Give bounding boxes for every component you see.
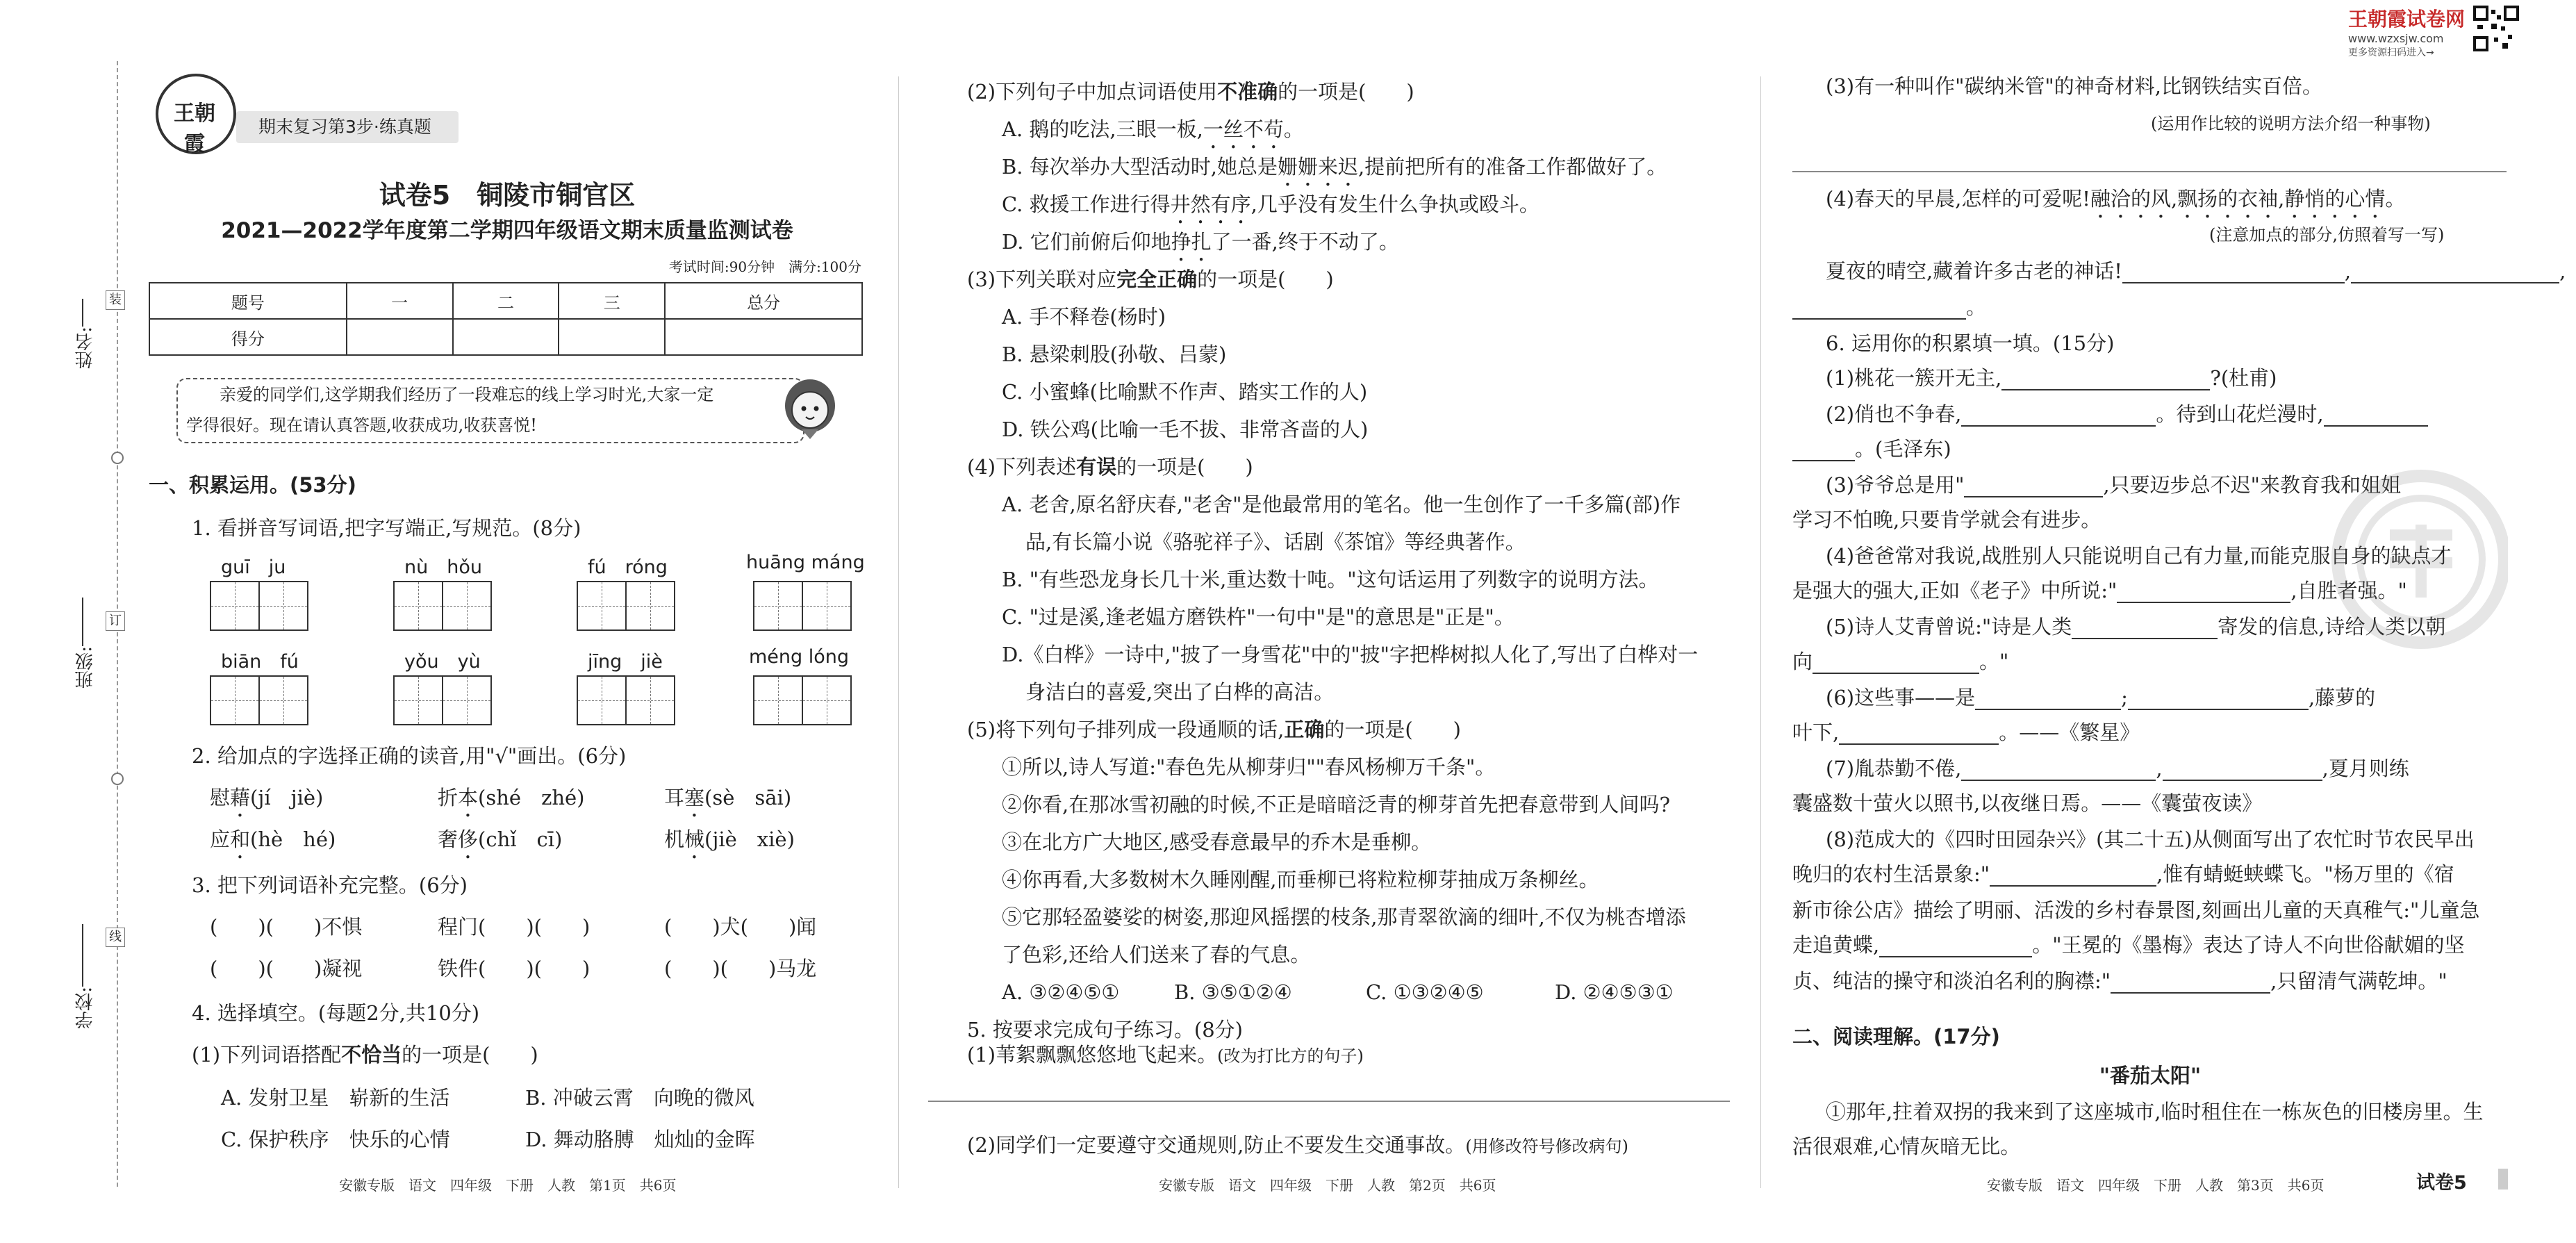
section-heading: 一、积累运用。(53分) xyxy=(149,473,356,497)
question-6: 6. 运用你的积累填一填。(15分) xyxy=(1826,331,2115,355)
score-header: 总分 xyxy=(665,283,862,319)
option[interactable]: D.《白桦》一诗中,"披了一身雪花"中的"披"字把桦树拟人化了,写出了白桦对一 xyxy=(1002,643,1699,666)
greeting-text: 亲爱的同学们,这学期我们经历了一段难忘的线上学习时光,大家一定 xyxy=(220,385,714,404)
writing-grid[interactable] xyxy=(753,581,803,631)
answer-blank[interactable] xyxy=(1990,867,2156,887)
section-heading: 二、阅读理解。(17分) xyxy=(1792,1025,2000,1048)
column-divider xyxy=(898,76,899,1188)
writing-grid[interactable] xyxy=(393,675,443,725)
option-cont: 品,有长篇小说《骆驼祥子》、话剧《茶馆》等经典著作。 xyxy=(1025,530,1526,554)
score-cell[interactable] xyxy=(347,319,453,355)
score-cell[interactable] xyxy=(453,319,559,355)
writing-grid[interactable] xyxy=(625,675,675,725)
poem-fill: (2)俏也不争春, 。待到山花烂漫时, xyxy=(1826,402,2428,427)
poem-fill: (6)这些事——是 ; ,藤萝的 xyxy=(1826,686,2376,709)
sentence: ⑤它那轻盈婆娑的树姿,那迎风摇摆的枝条,那青翠欲滴的细叶,不仅为桃杏增添 xyxy=(1002,905,1686,929)
pinyin: méng lóng xyxy=(749,646,850,668)
question-4-3: (3)下列关联对应完全正确的一项是( ) xyxy=(967,267,1334,291)
watermark-seal-icon xyxy=(2320,459,2508,660)
answer-blank[interactable] xyxy=(2163,762,2322,781)
school-blank[interactable] xyxy=(82,924,83,987)
question-5-3: (3)有一种叫作"碳纳米管"的神奇材料,比钢铁结实百倍。 xyxy=(1826,74,2322,98)
qr-code-icon[interactable] xyxy=(2473,6,2519,51)
idiom-fill[interactable]: ( )犬( )闻 xyxy=(664,915,817,939)
option[interactable]: A. 手不释卷(杨时) xyxy=(1002,305,1166,329)
option[interactable]: D. 它们前俯后仰地挣扎了一番,终于不动了。 xyxy=(1002,230,1399,254)
greeting-text: 学得很好。现在请认真答题,收获成功,收获喜悦! xyxy=(186,415,537,435)
answer-blank[interactable] xyxy=(1964,478,2103,497)
option[interactable]: A. 发射卫星 崭新的生活 xyxy=(221,1086,450,1110)
option[interactable]: B. 悬梁刺股(孙敬、吕蒙) xyxy=(1002,343,1227,366)
answer-blank[interactable] xyxy=(1879,938,2032,957)
answer-blank[interactable] xyxy=(2128,691,2309,710)
score-table xyxy=(149,282,863,356)
sentence: ①所以,诗人写道:"春色先从柳芽归""春风杨柳万千条"。 xyxy=(1002,755,1496,779)
sentence: ③在北方广大地区,感受春意最早的乔木是垂柳。 xyxy=(1002,830,1432,854)
poem-fill: (1)桃花一簇开无主, ?(杜甫) xyxy=(1826,366,2277,390)
answer-prompt: 夏夜的晴空,藏着许多古老的神话! , , xyxy=(1826,259,2566,283)
question-5-4: (4)春天的早晨,怎样的可爱呢!融洽的风,飘扬的衣袖,静悄的心情。 xyxy=(1826,187,2406,211)
option[interactable]: A. 老舍,原名舒庆春,"老舍"是他最常用的笔名。他一生创作了一千多篇(部)作 xyxy=(1002,493,1681,516)
answer-blank[interactable] xyxy=(1975,691,2121,710)
page-title: 试卷5 铜陵市铜官区 xyxy=(379,180,636,211)
question-4-1: (1)下列词语搭配不恰当的一项是( ) xyxy=(192,1043,538,1067)
page-footer: 安徽专版 语文 四年级 下册 人教 第1页 共6页 xyxy=(339,1177,677,1194)
score-row-label: 得分 xyxy=(149,319,347,355)
column-divider xyxy=(1760,76,1761,1188)
idiom-fill[interactable]: 程门( )( ) xyxy=(438,915,591,939)
idiom-fill[interactable]: ( )( )不惧 xyxy=(210,915,363,939)
paper-badge: 试卷5 xyxy=(2416,1172,2467,1194)
writing-grid[interactable] xyxy=(753,675,803,725)
badge-tab xyxy=(2498,1169,2508,1190)
answer-blank[interactable] xyxy=(1792,442,1855,461)
writing-grid[interactable] xyxy=(442,675,492,725)
score-header: 题号 xyxy=(149,283,347,319)
brand-logo: 王朝霞 xyxy=(156,74,236,154)
poem-fill: (5)诗人艾青曾说:"诗是人类 寄发的信息,诗给人类以朝 xyxy=(1826,615,2446,639)
class-blank[interactable] xyxy=(82,598,83,646)
reading-item: 奢侈(chǐ cī) xyxy=(438,828,563,851)
idiom-fill[interactable]: ( )( )凝视 xyxy=(210,957,363,980)
poem-fill: (8)范成大的《四时田园杂兴》(其二十五)从侧面写出了农忙时节农民早出 xyxy=(1826,828,2475,851)
option[interactable]: D. ②④⑤③① xyxy=(1555,980,1674,1004)
pinyin: yǒu yù xyxy=(404,651,481,673)
question-5-2: (2)同学们一定要遵守交通规则,防止不要发生交通事故。(用修改符号修改病句) xyxy=(967,1133,1629,1157)
answer-blank[interactable] xyxy=(2072,620,2218,639)
pinyin: biān fú xyxy=(221,651,299,673)
idiom-fill[interactable]: ( )( )马龙 xyxy=(664,957,817,980)
writing-grid[interactable] xyxy=(442,581,492,631)
poem-fill: 贞、纯洁的操守和淡泊名利的胸襟:" ,只留清气满乾坤。" xyxy=(1792,969,2447,993)
answer-blank[interactable] xyxy=(2324,407,2428,427)
answer-blank[interactable] xyxy=(1839,725,1999,745)
writing-grid[interactable] xyxy=(210,675,260,725)
passage-paragraph: 活很艰难,心情灰暗无比。 xyxy=(1792,1135,2021,1158)
writing-grid[interactable] xyxy=(210,581,260,631)
poem-fill: 学习不怕晚,只要肯学就会有进步。 xyxy=(1792,508,2102,532)
option[interactable]: D. 铁公鸡(比喻一毛不拔、非常吝啬的人) xyxy=(1002,418,1369,441)
option[interactable]: C. 小蜜蜂(比喻默不作声、踏实工作的人) xyxy=(1002,380,1368,404)
passage-paragraph: ①那年,拄着双拐的我来到了这座城市,临时租住在一栋灰色的旧楼房里。生 xyxy=(1826,1100,2484,1123)
option[interactable]: C. 保护秩序 快乐的心情 xyxy=(221,1128,450,1151)
question-4: 4. 选择填空。(每题2分,共10分) xyxy=(192,1001,480,1025)
answer-blank[interactable] xyxy=(1961,407,2156,427)
idiom-fill[interactable]: 铁件( )( ) xyxy=(438,957,591,980)
question-4-2: (2)下列句子中加点词语使用不准确的一项是( ) xyxy=(967,80,1414,104)
poem-fill: 是强大的强大,正如《老子》中所说:" ,自胜者强。" xyxy=(1792,579,2407,602)
binding-hole xyxy=(111,452,124,464)
passage-title: "番茄太阳" xyxy=(2099,1064,2202,1087)
reading-item: 耳塞(sè sāi) xyxy=(664,786,792,809)
pinyin: nù hǒu xyxy=(404,557,482,578)
writing-grid[interactable] xyxy=(258,581,308,631)
sentence: ④你再看,大多数树木久睡刚醒,而垂柳已将粒粒柳芽抽成万条柳丝。 xyxy=(1002,868,1599,891)
option[interactable]: B. "有些恐龙身长几十米,重达数十吨。"这句话运用了列数字的说明方法。 xyxy=(1002,568,1659,591)
writing-grid[interactable] xyxy=(258,675,308,725)
pinyin: fú róng xyxy=(588,557,668,578)
name-label: 姓名: xyxy=(75,327,96,369)
answer-line[interactable] xyxy=(1792,171,2507,172)
girl-cartoon-icon xyxy=(781,372,839,442)
answer-prompt: 。 xyxy=(1792,295,1986,320)
answer-blank[interactable] xyxy=(2111,974,2270,994)
poem-fill: 走追黄蝶, 。"王冕的《墨梅》表达了诗人不向世俗献媚的坚 xyxy=(1792,933,2465,957)
page-footer: 安徽专版 语文 四年级 下册 人教 第2页 共6页 xyxy=(1159,1177,1496,1194)
option[interactable]: B. ③⑤①②④ xyxy=(1174,980,1292,1004)
writing-grid[interactable] xyxy=(577,581,627,631)
score-header: 三 xyxy=(559,283,665,319)
score-cell[interactable] xyxy=(665,319,862,355)
option[interactable]: A. 鹅的吃法,三眼一板,一丝不苟。 xyxy=(1002,117,1304,141)
option[interactable]: A. ③②④⑤① xyxy=(1002,980,1120,1004)
poem-fill: 新市徐公店》描绘了明丽、活泼的乡村春景图,刻画出儿童的天真稚气:"儿童急 xyxy=(1792,898,2480,922)
question-2: 2. 给加点的字选择正确的读音,用"√"画出。(6分) xyxy=(192,744,627,768)
instruction: (运用作比较的说明方法介绍一种事物) xyxy=(2151,114,2431,133)
instruction: (注意加点的部分,仿照着写一写) xyxy=(2209,225,2445,245)
option[interactable]: B. 冲破云霄 向晚的微风 xyxy=(525,1086,754,1110)
brand-top-right: 王朝霞试卷网 www.wzxsjw.com 更多资源扫码进入→ xyxy=(2348,8,2466,58)
page-footer: 安徽专版 语文 四年级 下册 人教 第3页 共6页 xyxy=(1987,1177,2325,1194)
poem-fill: 晚归的农村生活景象:" ,惟有蜻蜓蛱蝶飞。"杨万里的《宿 xyxy=(1792,862,2454,886)
question-4-4: (4)下列表述有误的一项是( ) xyxy=(967,455,1253,479)
sentence: 了色彩,还给人们送来了春的气息。 xyxy=(1002,943,1311,966)
poem-fill: 叶下, 。——《繁星》 xyxy=(1792,721,2140,744)
binding-hole xyxy=(111,773,124,785)
writing-grid[interactable] xyxy=(625,581,675,631)
step-banner: 期末复习第3步·练真题 xyxy=(236,111,459,143)
option-cont: 身洁白的喜爱,突出了白桦的高洁。 xyxy=(1025,680,1335,704)
question-3: 3. 把下列词语补充完整。(6分) xyxy=(192,873,468,897)
answer-blank[interactable] xyxy=(1813,655,1979,674)
writing-grid[interactable] xyxy=(577,675,627,725)
question-4-5: (5)将下列句子排列成一段通顺的话,正确的一项是( ) xyxy=(967,718,1461,741)
school-label: 学校: xyxy=(75,987,96,1029)
poem-fill: 向 。" xyxy=(1792,650,2009,673)
writing-grid[interactable] xyxy=(802,675,852,725)
answer-blank[interactable] xyxy=(1792,300,1966,320)
page-subtitle: 2021—2022学年度第二学期四年级语文期末质量监测试卷 xyxy=(221,218,793,243)
sentence: ②你看,在那冰雪初融的时候,不正是暗暗泛青的柳芽首先把春意带到人间吗? xyxy=(1002,793,1670,816)
name-blank[interactable] xyxy=(82,299,83,327)
answer-blank[interactable] xyxy=(1961,762,2156,781)
reading-item: 折本(shé zhé) xyxy=(438,786,585,809)
score-cell[interactable] xyxy=(559,319,665,355)
answer-blank[interactable] xyxy=(2001,371,2210,390)
poem-fill: (7)胤恭勤不倦, , ,夏月则练 xyxy=(1826,757,2409,780)
poem-fill: 囊盛数十萤火以照书,以夜继日焉。——《囊萤夜读》 xyxy=(1792,791,2263,815)
answer-blank[interactable] xyxy=(2351,264,2559,283)
writing-grid[interactable] xyxy=(393,581,443,631)
option[interactable]: C. ①③②④⑤ xyxy=(1366,980,1484,1004)
poem-fill: (4)爸爸常对我说,战胜别人只能说明自己有力量,而能克服自身的缺点才 xyxy=(1826,544,2452,568)
option[interactable]: B. 每次举办大型活动时,她总是姗姗来迟,提前把所有的准备工作都做好了。 xyxy=(1002,155,1667,179)
option[interactable]: C. "过是溪,逢老媪方磨铁杵"一句中"是"的意思是"正是"。 xyxy=(1002,605,1514,629)
reading-item: 慰藉(jí jiè) xyxy=(210,786,324,809)
reading-item: 机械(jiè xiè) xyxy=(664,828,795,851)
binding-mark: 线 xyxy=(106,928,125,947)
pinyin: guī ju xyxy=(221,557,286,578)
pinyin: huāng máng xyxy=(746,552,865,573)
class-label: 班级: xyxy=(75,646,96,689)
question-5: 5. 按要求完成句子练习。(8分) xyxy=(967,1018,1243,1042)
pinyin: jīng jiè xyxy=(588,651,663,673)
binding-mark: 订 xyxy=(106,611,125,631)
score-header: 一 xyxy=(347,283,453,319)
poem-fill: 。(毛泽东) xyxy=(1792,436,1951,461)
answer-line[interactable] xyxy=(928,1101,1730,1102)
question-5-1: (1)苇絮飘飘悠悠地飞起来。(改为打比方的句子) xyxy=(967,1043,1364,1067)
answer-blank[interactable] xyxy=(2117,584,2290,603)
writing-grid[interactable] xyxy=(802,581,852,631)
answer-blank[interactable] xyxy=(2122,264,2345,283)
option[interactable]: C. 救援工作进行得井然有序,几乎没有发生什么争执或殴斗。 xyxy=(1002,192,1539,216)
question-1: 1. 看拼音写词语,把字写端正,写规范。(8分) xyxy=(192,516,581,540)
poem-fill: (3)爷爷总是用" ,只要迈步总不迟"来教育我和姐姐 xyxy=(1826,473,2401,497)
reading-item: 应和(hè hé) xyxy=(210,828,336,851)
score-header: 二 xyxy=(453,283,559,319)
option[interactable]: D. 舞动胳膊 灿灿的金晖 xyxy=(525,1128,755,1151)
exam-meta: 考试时间:90分钟 满分:100分 xyxy=(668,258,861,275)
binding-mark: 装 xyxy=(106,290,125,310)
